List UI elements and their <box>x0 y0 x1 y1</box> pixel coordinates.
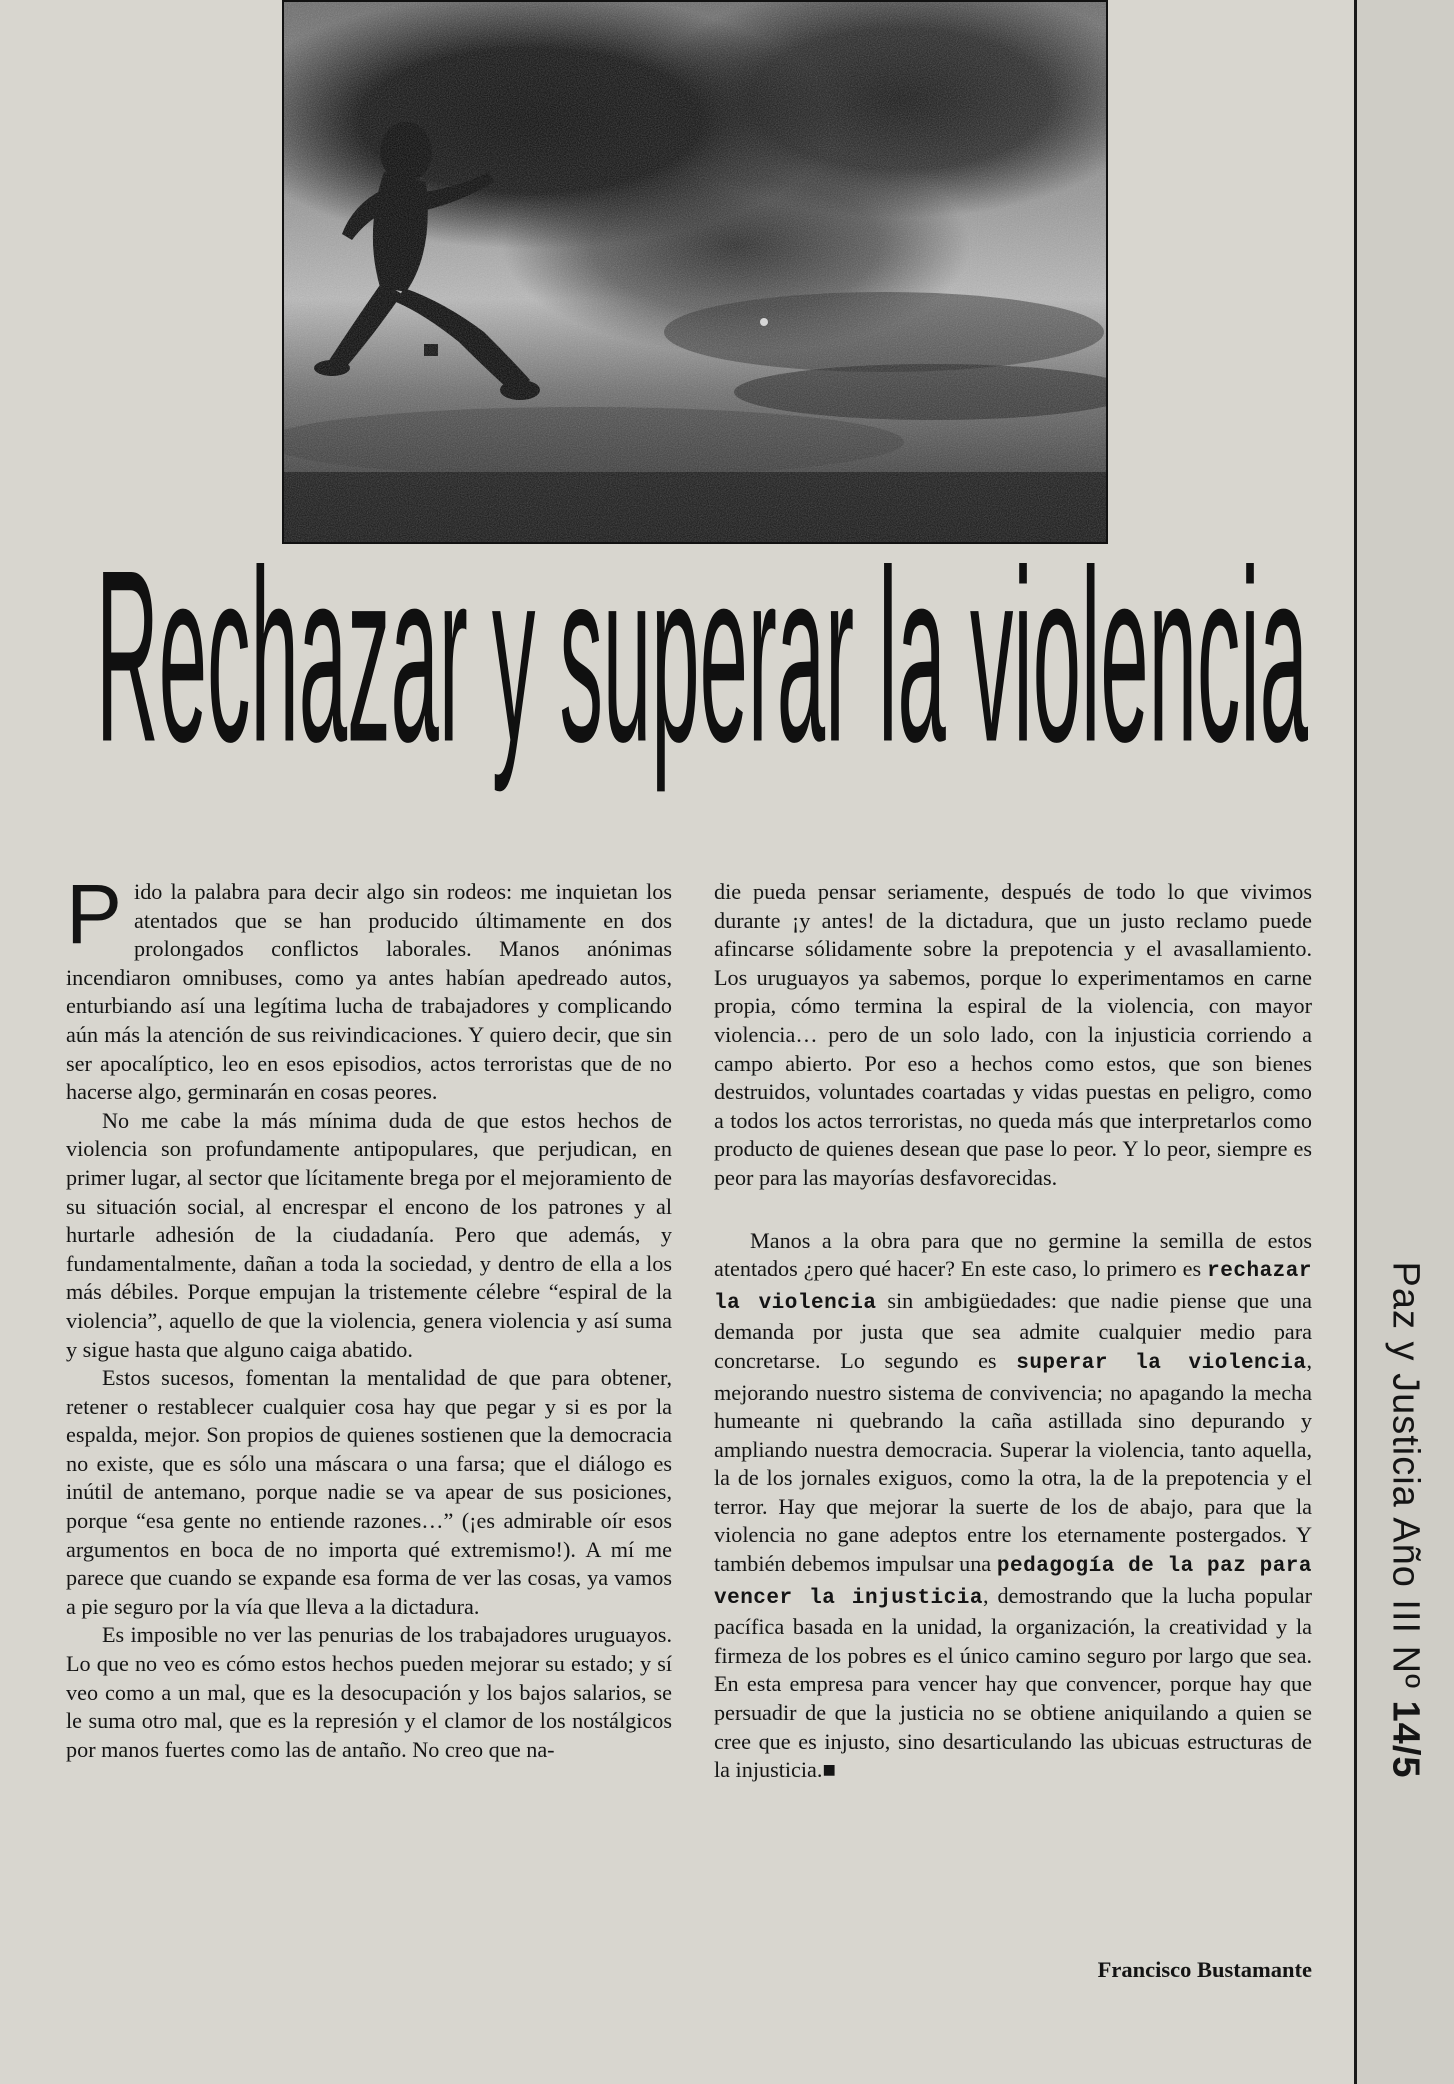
p6-text-b: sin ambigüedades: que nadie piense que una demanda por justa que sea admite cualquier medio para concretarse. Lo segundo es <box>714 1287 1312 1373</box>
article-right-column <box>714 878 1312 1785</box>
emphasis-superar: superar la violencia <box>1016 1351 1307 1375</box>
p6-text-a: Manos a la obra para que no germine la semilla de estos atentados ¿pero qué hacer? En este caso, lo primero es <box>714 1227 1312 1282</box>
paragraph-1-text: ido la palabra para decir algo sin rodeos: me inquietan los atentados que se han producido últimamente en dos prolongados conflictos laborales. Manos anónimas incendiaron omnibuses, como ya antes habían apedreado autos, enturbiando así una legítima lucha de trabajadores y complicando aún más la atención de sus reivindicaciones. Y quiero decir, que sin ser apocalíptico, leo en esos episodios, actos terroristas que de no hacerse algo, germinarán en cosas peores. <box>66 879 672 1105</box>
author-signature: Francisco Bustamante <box>1097 1957 1312 1982</box>
p6-text-c: , mejorando nuestro sistema de convivencia; no apagando la mecha humeante ni quebrando la caña astillada sino depurando y ampliando nuestra democracia. Superar la violencia, tanto aquella, la de los jornales exiguos, como la otra, la de la prepotencia y el terror. Hay que mejorar la suerte de los de abajo, para que la violencia no gane adeptos entre los eternamente postergados. Y también debemos impulsar una <box>714 1347 1312 1577</box>
paragraph-6 <box>714 1227 1312 1785</box>
paragraph-2: No me cabe la más mínima duda de que estos hechos de violencia son profundamente antipopulares, que perjudican, en primer lugar, al sector que lícitamente brega por el mejoramiento de su situación social, al encrespar el encono de los patrones y al hurtarle adhesión de la ciudadanía. Pero que además, y fundamentalmente, dañan a toda la sociedad, y dentro de ella a los más débiles. Porque empujan la tristemente célebre “espiral de la violencia”, aquello de que la violencia, genera violencia y así suma y sigue hasta que alguno caiga abatido. <box>66 1107 672 1362</box>
headline-text: Rechazar y superar la violencia <box>96 548 1309 794</box>
protest-photo <box>282 0 1108 544</box>
paragraph-5: die pueda pensar seriamente, después de todo lo que vivimos durante ¡y antes! de la dictadura, que un justo reclamo puede afincarse sólidamente sobre la prepotencia y el avasallamiento. Los uruguayos ya sabemos, porque lo experimentamos en carne propia, cómo termina la espiral de la violencia, con mayor violencia… pero de un solo lado, con la injusticia corriendo a campo abierto. Por eso a hechos como estos, que son bienes destruidos, voluntades coartadas y vidas puestas en peligro, como a todos los actos terroristas, no queda más que interpretarlos como producto de quienes desean que pase lo peor. Y lo peor, siempre es peor para las mayorías desfavorecidas. <box>714 879 1312 1190</box>
footer-publication: Paz y Justicia Año III Nº <box>1384 1261 1427 1689</box>
page-divider-line <box>1354 0 1357 2084</box>
paragraph-3: Estos sucesos, fomentan la mentalidad de que para obtener, retener o restablecer cualquier cosa hay que pegar y si es por la espalda, mejor. Son propios de quienes sostienen que la democracia no existe, que es sólo una máscara o una farsa; que el diálogo es inútil de antemano, porque nadie se va apear de sus posiciones, porque “esa gente no entiende razones…” (¡es admirable oír esos argumentos en boca de no importa qué extremismo!). A mí me parece que cuando se expande esa forma de ver las cosas, ya vamos a pie seguro por la vía que lleva a la dictadura. <box>66 1365 672 1619</box>
footer-issue: 14/5 <box>1384 1700 1427 1779</box>
emphasis-pedagogia: pedagogía de la paz para vencer la injusticia <box>714 1555 1313 1610</box>
paragraph-4: Es imposible no ver las penurias de los trabajadores uruguayos. Lo que no veo es cómo estos hechos pueden mejorar su estado; y sí veo como a un mal, que es la desocupación y los bajos salarios, se le suma otro mal, que es la represión y el clamor de los nostálgicos por manos fuertes como las de antaño. No creo que na- <box>66 1622 672 1762</box>
vertical-footer <box>1384 1261 1427 1778</box>
end-mark: ■ <box>822 1757 836 1783</box>
article-headline <box>92 548 1312 808</box>
drop-cap: P <box>66 867 123 961</box>
paragraph-1 <box>66 867 672 1107</box>
p6-text-d: , demostrando que la lucha popular pacífica basada en la unidad, la organización, la creatividad y la firmeza de los pobres es el único camino seguro por largo que sea. En esta empresa para vencer hay que convencer, porque hay que persuadir de que la justicia no se obtiene aniquilando a quien se cree que es injusto, sino desarticulando las ubicuas estructuras de la injusticia. <box>714 1582 1312 1783</box>
article-left-column <box>66 867 672 1764</box>
emphasis-rechazar: rechazar la violencia <box>714 1260 1312 1315</box>
